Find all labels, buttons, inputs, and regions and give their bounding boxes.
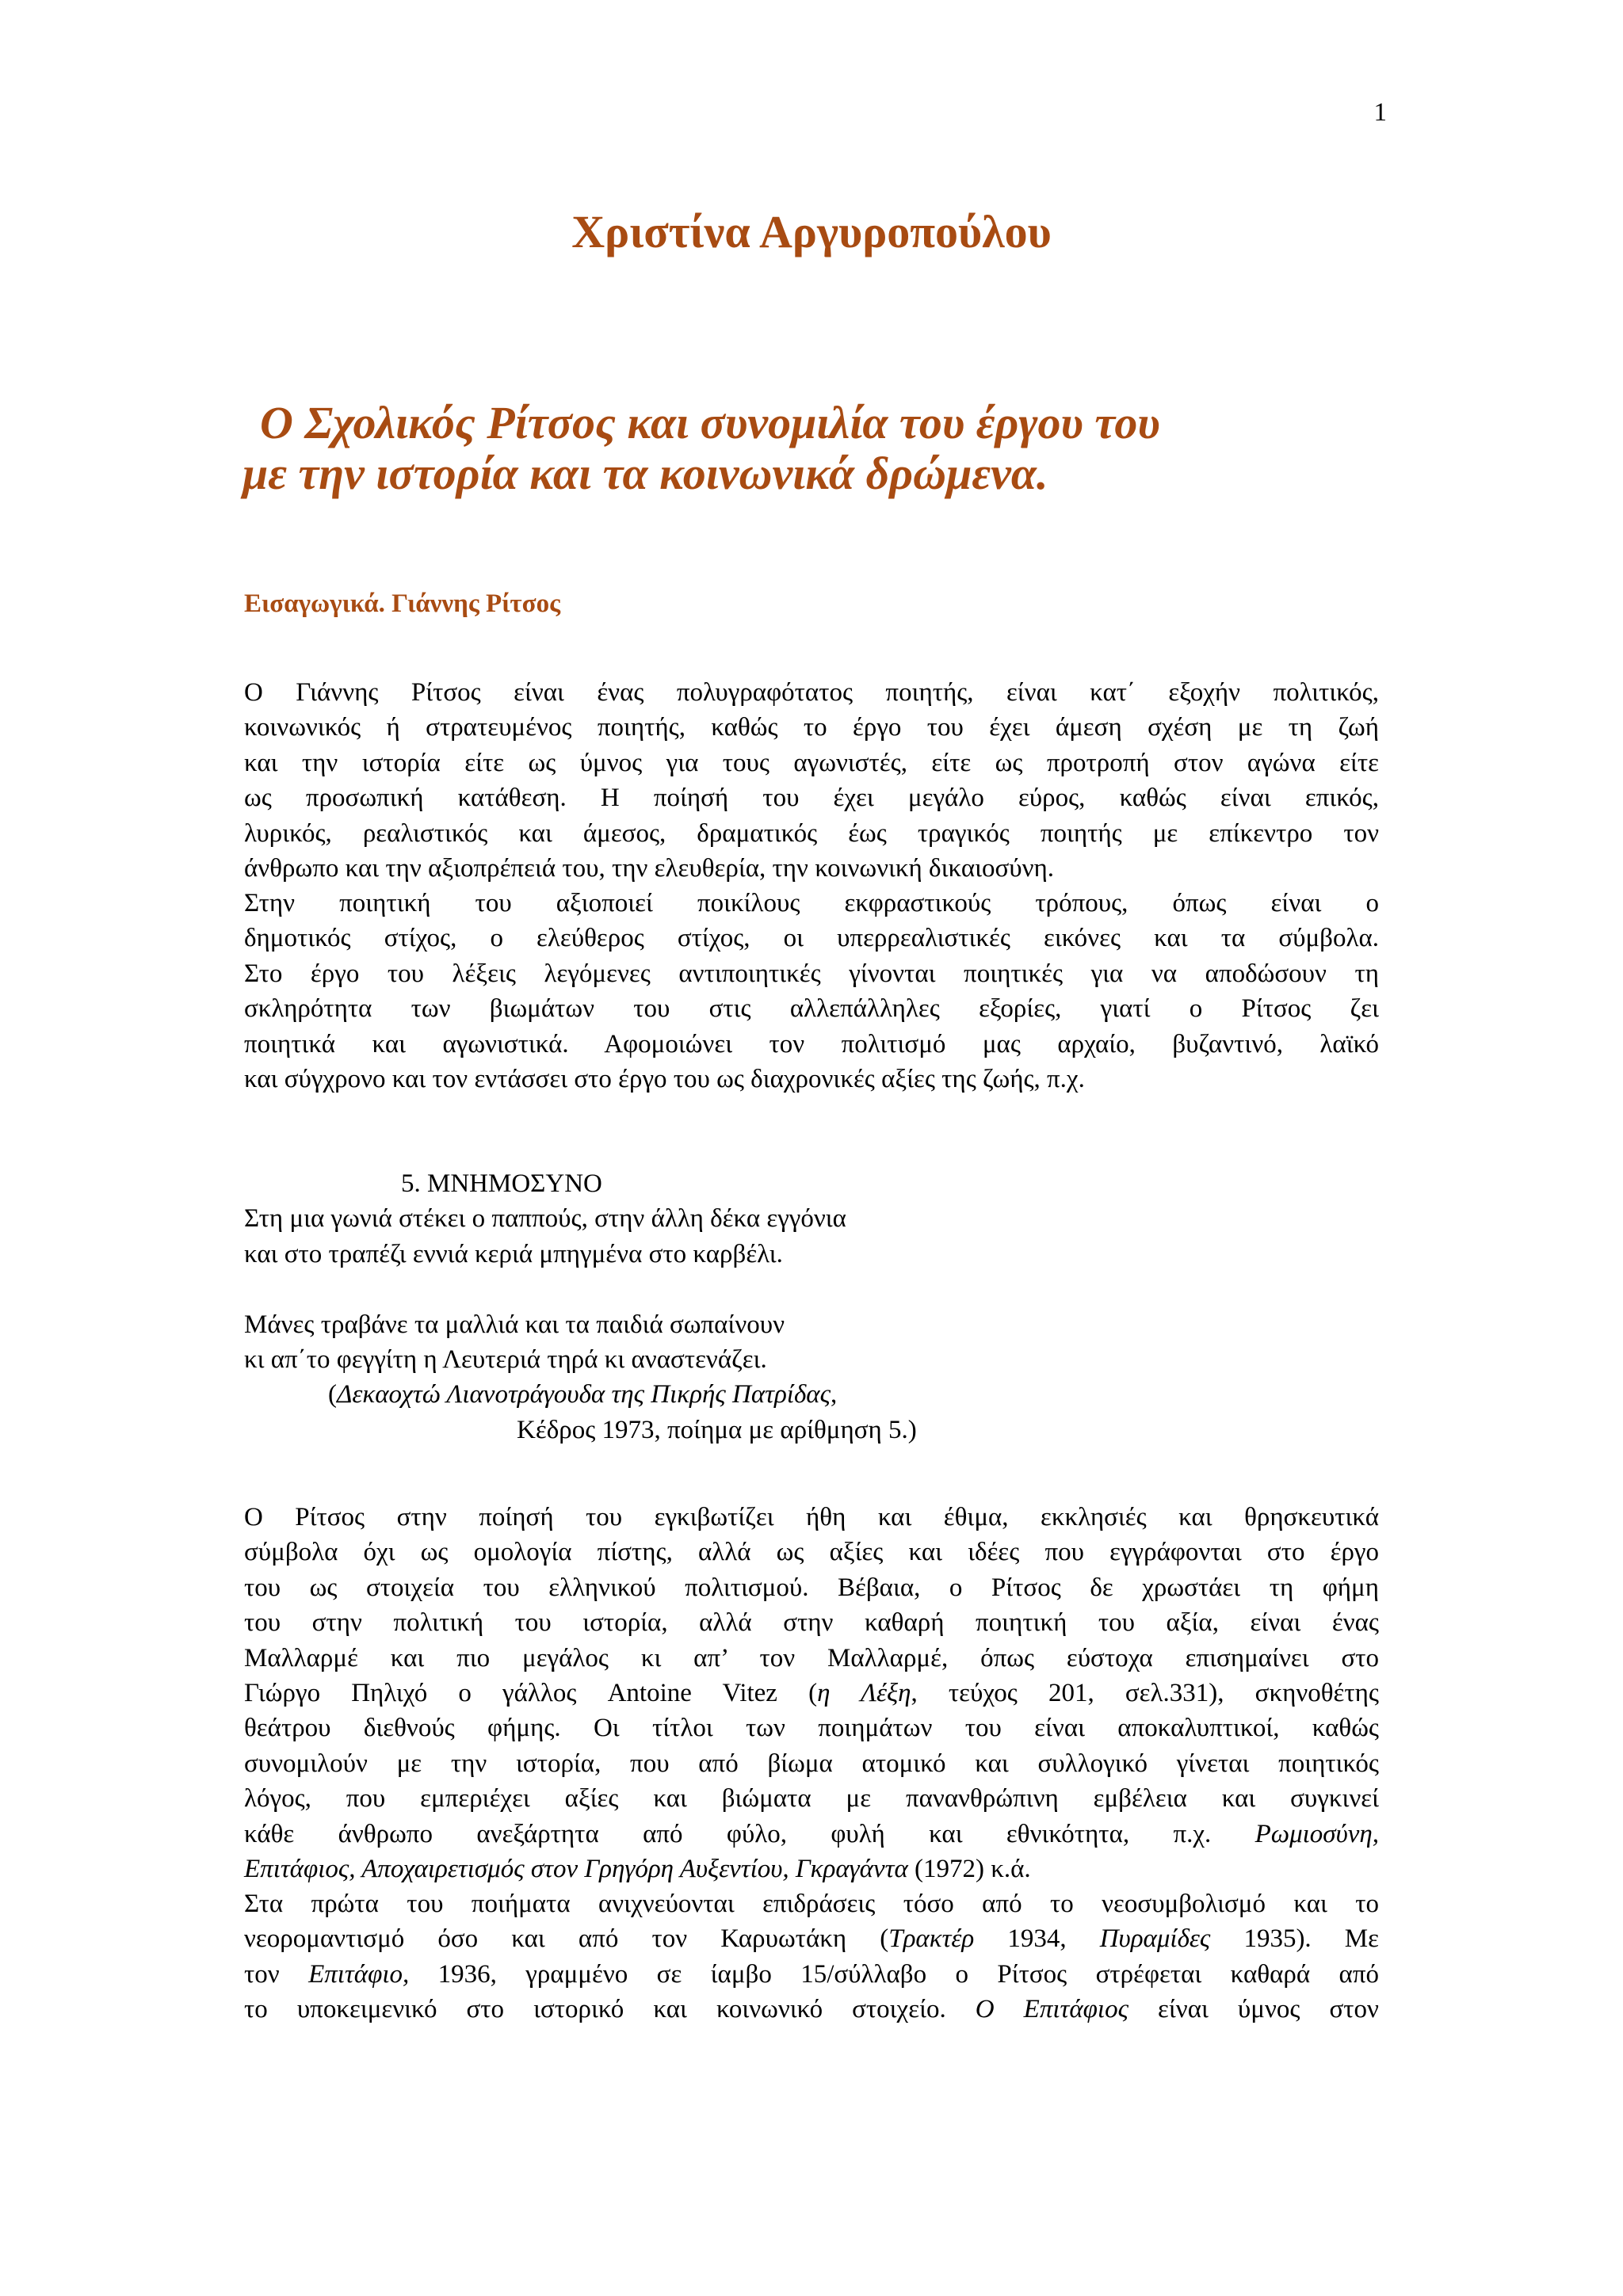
text-line: και σύγχρονο και τον εντάσσει στο έργο του ως διαχρονικές αξίες της ζωής, π.χ. (244, 1065, 1085, 1094)
text-line: σκληρότητα των βιωμάτων του στις αλλεπάλληλες εξορίες, γιατί ο Ρίτσος ζει (244, 994, 1379, 1024)
article-title (242, 398, 1392, 499)
text-line: ως προσωπική κατάθεση. Η ποίησή του έχει μεγάλο εύρος, καθώς είναι επικός, (244, 784, 1379, 813)
poem-source-open: ( (328, 1380, 337, 1409)
text-line: και την ιστορία είτε ως ύμνος για τους αγωνιστές, είτε ως προτροπή στον αγώνα είτε (244, 748, 1379, 777)
text-run: κάθε άνθρωπο ανεξάρτητα από φύλο, φυλή και εθνικότητα, π.χ. (244, 1819, 1255, 1848)
italic-run: Τρακτέρ (888, 1924, 975, 1954)
text-line: ποιητικά και αγωνιστικά. Αφομοιώνει τον πολιτισμό μας αρχαίο, βυζαντινό, λαϊκό (244, 1029, 1379, 1058)
text-line: του στην πολιτική του ιστορία, αλλά στην καθαρή ποιητική του αξία, είναι ένας (244, 1608, 1379, 1638)
text-line: κοινωνικός ή στρατευμένος ποιητής, καθώς το έργο του έχει άμεση σχέση με τη ζωή (244, 713, 1379, 742)
text-line: άνθρωπο και την αξιοπρέπειά του, την ελευθερία, την κοινωνική δικαιοσύνη. (244, 854, 1055, 883)
text-run: είναι ύμνος στον (1128, 1995, 1379, 2024)
text-line (244, 1817, 1379, 1852)
poem-line: Στη μια γωνιά στέκει ο παππούς, στην άλλη δέκα εγγόνια (244, 1204, 846, 1234)
poem-line: κι απ΄το φεγγίτη η Λευτεριά τηρά κι αναστενάζει. (244, 1345, 767, 1375)
poem-source-after: , (831, 1380, 838, 1409)
text-line: λόγος, που εμπεριέχει αξίες και βιώματα με πανανθρώπινη εμβέλεια και συγκινεί (244, 1784, 1379, 1814)
article-title-line-2: με την ιστορία και τα κοινωνικά δρώμενα. (242, 448, 1048, 499)
text-run: Γιώργο Πηλιχό ο γάλλος Antoine Vitez ( (244, 1679, 818, 1708)
italic-run: Πυραμίδες (1099, 1924, 1211, 1954)
text-run: το υποκειμενικό στο ιστορικό και κοινωνικό στοιχείο. (244, 1995, 976, 2024)
text-line: Ο Ρίτσος στην ποίησή του εγκιβωτίζει ήθη και έθιμα, εκκλησιές και θρησκευτικά (244, 1503, 1379, 1531)
text-line: λυρικός, ρεαλιστικός και άμεσος, δραματικός έως τραγικός ποιητής με επίκεντρο τον (244, 818, 1379, 848)
italic-run: Επιτάφιο, (308, 1959, 410, 1989)
italic-run: η Λέξη (817, 1679, 911, 1708)
text-run: 1935). Με (1210, 1924, 1379, 1954)
poem-line: Μάνες τραβάνε τα μαλλιά και τα παιδιά σωπαίνουν (244, 1310, 785, 1339)
section-heading: Εισαγωγικά. Γιάννης Ρίτσος (244, 589, 561, 618)
text-line: σύμβολα όχι ως ομολογία πίστης, αλλά ως αξίες και ιδέες που εγγράφονται στο έργο (244, 1538, 1379, 1567)
text-run: νεορομαντισμό όσο και από τον Καρυωτάκη ( (244, 1924, 889, 1954)
text-line: Στα πρώτα του ποιήματα ανιχνεύονται επιδράσεις τόσο από το νεοσυμβολισμό και το (244, 1890, 1379, 1918)
poem-source-publisher: Κέδρος 1973, ποίημα με αρίθμηση 5.) (517, 1415, 917, 1444)
text-line: Στο έργο του λέξεις λεγόμενες αντιποιητικές γίνονται ποιητικές για να αποδώσουν τη (244, 959, 1379, 988)
text-line: Μαλλαρμέ και πιο μεγάλος κι απ’ τον Μαλλαρμέ, όπως εύστοχα επισημαίνει στο (244, 1643, 1379, 1672)
poem-title: 5. ΜΝΗΜΟΣΥΝΟ (401, 1169, 602, 1198)
author-name: Χριστίνα Αργυροπούλου (571, 206, 1052, 257)
italic-run: Επιτάφιος, Αποχαιρετισμός στον Γρηγόρη Αυξεντίου, Γκραγάντα (244, 1855, 908, 1884)
article-title-line-1: Ο Σχολικός Ρίτσος και συνομιλία του έργου του (260, 397, 1160, 448)
poem-excerpt (244, 1166, 917, 1447)
italic-run: Ρωμιοσύνη, (1254, 1819, 1379, 1848)
text-line: του ως στοιχεία του ελληνικού πολιτισμού. Βέβαια, ο Ρίτσος δε χρωστάει τη φήμη (244, 1573, 1379, 1602)
text-line: θεάτρου διεθνούς φήμης. Οι τίτλοι των ποιημάτων του είναι αποκαλυπτικοί, καθώς (244, 1714, 1379, 1743)
text-line (244, 1852, 1379, 1886)
paragraph-intro (244, 675, 1379, 886)
text-line (244, 1992, 1379, 2027)
text-run: 1934, (974, 1924, 1100, 1954)
text-line (244, 1676, 1379, 1711)
text-line: Ο Γιάννης Ρίτσος είναι ένας πολυγραφότατος ποιητής, είναι κατ΄ εξοχήν πολιτικός, (244, 678, 1379, 707)
poem-stanza-gap (244, 1272, 917, 1306)
page-number: 1 (1373, 98, 1387, 127)
text-line: δημοτικός στίχος, ο ελεύθερος στίχος, οι υπερρεαλιστικές εικόνες και τα σύμβολα. (244, 924, 1379, 953)
paragraph-influences (244, 1886, 1379, 2027)
poem-line: και στο τραπέζι εννιά κεριά μπηγμένα στο καρβέλι. (244, 1239, 783, 1268)
poem-source-title: Δεκαοχτώ Λιανοτράγουδα της Πικρής Πατρίδας (337, 1380, 831, 1409)
paragraph-poetics (244, 886, 1379, 1097)
text-run: , τεύχος 201, σελ.331), σκηνοθέτης (911, 1679, 1380, 1708)
text-line (244, 1957, 1379, 1992)
text-line: Στην ποιητική του αξιοποιεί ποικίλους εκφραστικούς τρόπους, όπως είναι ο (244, 889, 1379, 917)
paragraph-themes (244, 1500, 1379, 1886)
poem-source (244, 1377, 917, 1412)
italic-run: Ο Επιτάφιος (975, 1995, 1128, 2024)
text-run: (1972) κ.ά. (907, 1855, 1031, 1884)
text-run: τον (244, 1959, 309, 1989)
text-line (244, 1921, 1379, 1956)
text-line: συνομιλούν με την ιστορία, που από βίωμα ατομικό και συλλογικό γίνεται ποιητικός (244, 1749, 1379, 1778)
text-run: 1936, γραμμένο σε ίαμβο 15/σύλλαβο ο Ρίτσος στρέφεται καθαρά από (409, 1959, 1380, 1989)
